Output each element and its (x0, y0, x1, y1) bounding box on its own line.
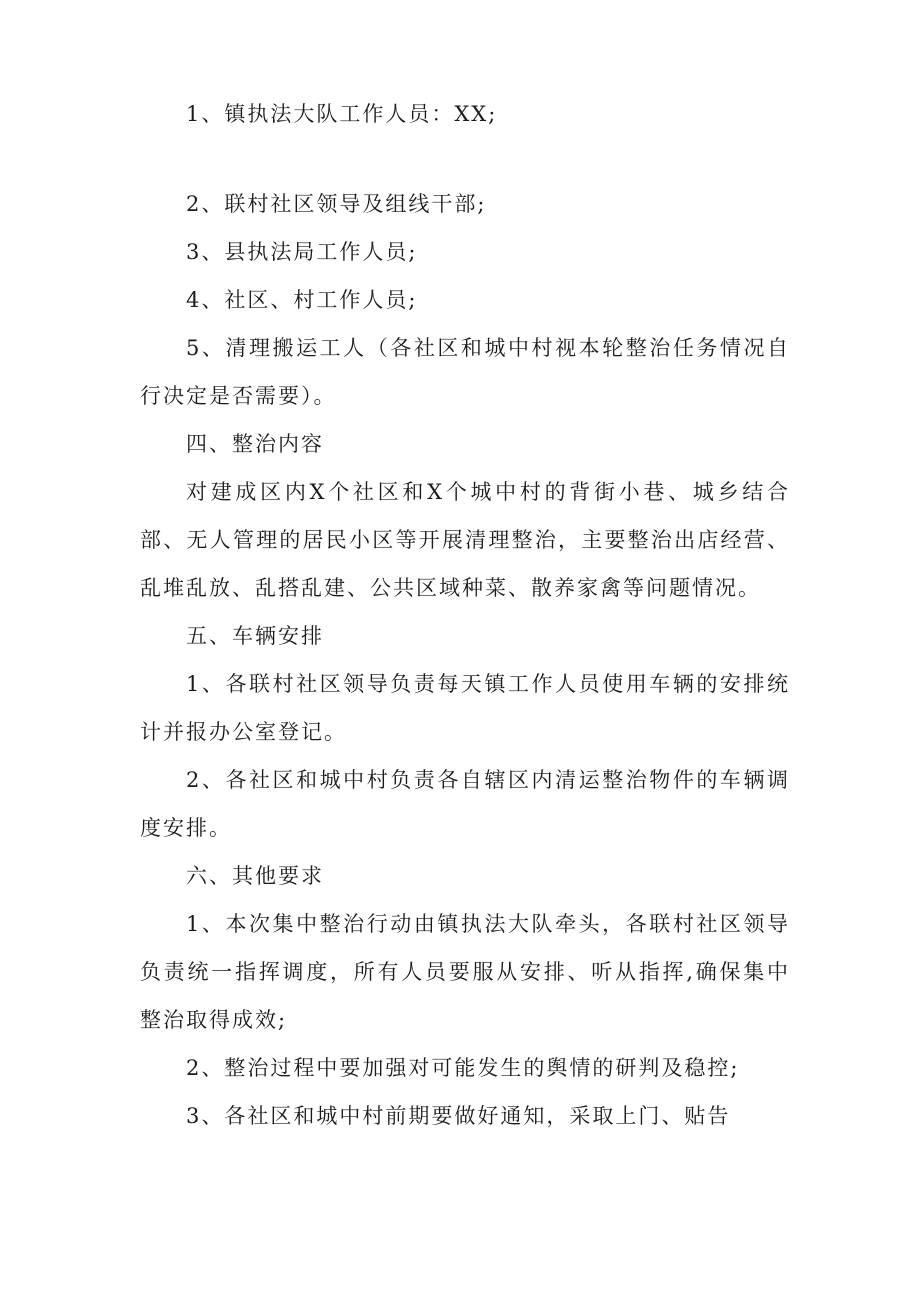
section-heading-4: 四、整治内容 (186, 432, 324, 456)
paragraph-personnel-2: 2、联村社区领导及组线干部; (186, 192, 487, 216)
paragraph-personnel-1: 1、镇执法大队工作人员：XX; (186, 102, 498, 126)
paragraph-personnel-3: 3、县执法局工作人员; (186, 240, 418, 264)
paragraph-requirement-3: 3、各社区和城中村前期要做好通知，采取上门、贴告 (186, 1104, 731, 1128)
document-body (140, 90, 790, 1140)
paragraph-requirement-2: 2、整治过程中要加强对可能发生的舆情的研判及稳控; (186, 1056, 740, 1080)
paragraph-vehicle-1: 1、各联村社区领导负责每天镇工作人员使用车辆的安排统计并报办公室登记。 (140, 672, 790, 744)
paragraph-requirement-1: 1、本次集中整治行动由镇执法大队牵头，各联村社区领导负责统一指挥调度，所有人员要服从安排、听从指挥,确保集中整治取得成效; (140, 912, 790, 1032)
paragraph-personnel-5: 5、清理搬运工人（各社区和城中村视本轮整治任务情况自行决定是否需要）。 (140, 336, 790, 408)
paragraph-personnel-4: 4、社区、村工作人员; (186, 288, 418, 312)
paragraph-vehicle-2: 2、各社区和城中村负责各自辖区内清运整治物件的车辆调度安排。 (140, 768, 790, 840)
section-heading-5: 五、车辆安排 (186, 624, 324, 648)
paragraph-content: 对建成区内X个社区和X个城中村的背街小巷、城乡结合部、无人管理的居民小区等开展清理整治，主要整治出店经营、乱堆乱放、乱搭乱建、公共区域种菜、散养家禽等问题情况。 (140, 480, 790, 600)
section-heading-6: 六、其他要求 (186, 864, 324, 888)
